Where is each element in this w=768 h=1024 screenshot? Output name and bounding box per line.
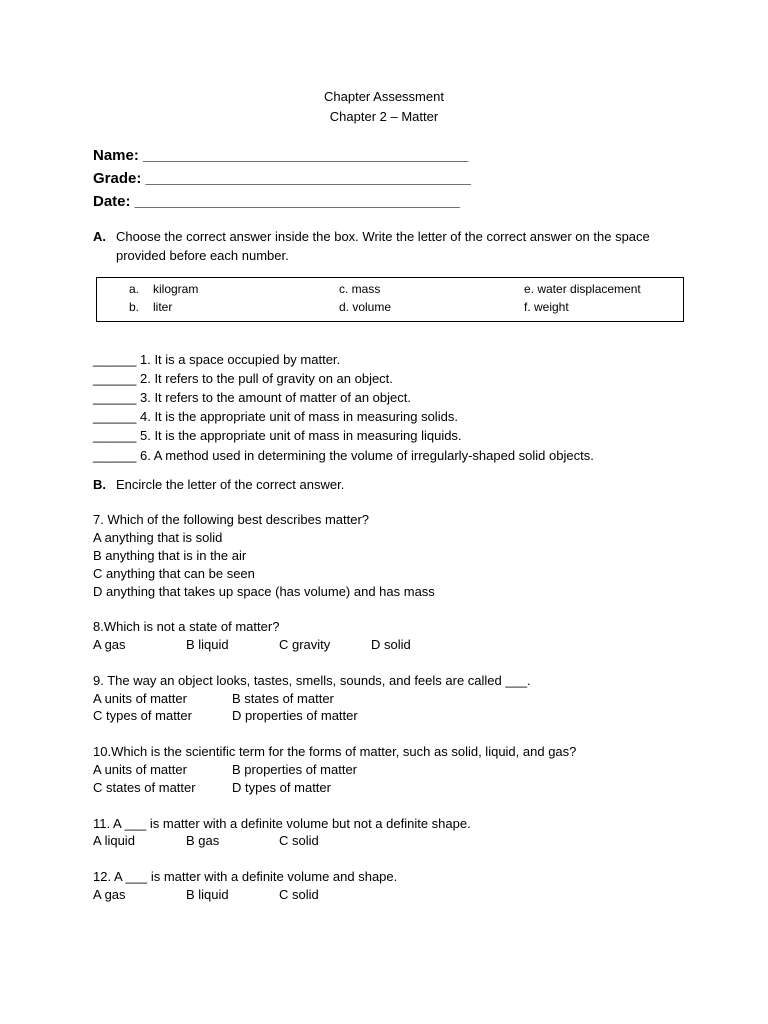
choices-box bbox=[96, 277, 684, 322]
q12-option-b: B liquid bbox=[186, 887, 229, 902]
q7-option-a: A anything that is solid bbox=[93, 530, 223, 545]
grade-field: Grade: _______________________________________ bbox=[93, 170, 471, 187]
q10-option-d: D types of matter bbox=[232, 780, 331, 795]
choice-d: d. volume bbox=[339, 300, 392, 314]
section-a-item-5: ______ 5. It is the appropriate unit of mass in measuring liquids. bbox=[93, 428, 462, 443]
question-9: 9. The way an object looks, tastes, smells, sounds, and feels are called ___. bbox=[93, 673, 531, 688]
section-a-letter: A. bbox=[93, 229, 106, 244]
choice-b-letter: b. bbox=[129, 300, 140, 314]
q9-option-c: C types of matter bbox=[93, 708, 192, 723]
page-title: Chapter Assessment bbox=[324, 89, 444, 104]
section-a-item-6: ______ 6. A method used in determining the volume of irregularly-shaped solid objects. bbox=[93, 448, 594, 463]
q10-option-c: C states of matter bbox=[93, 780, 196, 795]
q8-option-d: D solid bbox=[371, 637, 411, 652]
q8-option-c: C gravity bbox=[279, 637, 331, 652]
date-field: Date: _______________________________________ bbox=[93, 193, 461, 210]
q11-option-b: B gas bbox=[186, 833, 220, 848]
question-10: 10.Which is the scientific term for the forms of matter, such as solid, liquid, and gas? bbox=[93, 744, 577, 759]
section-a-item-1: ______ 1. It is a space occupied by matter. bbox=[93, 352, 341, 367]
q11-option-a: A liquid bbox=[93, 833, 135, 848]
q7-option-b: B anything that is in the air bbox=[93, 548, 247, 563]
q7-option-c: C anything that can be seen bbox=[93, 566, 255, 581]
section-a-instruction bbox=[93, 227, 683, 265]
question-8: 8.Which is not a state of matter? bbox=[93, 619, 280, 634]
choice-c: c. mass bbox=[339, 282, 381, 296]
q8-option-b: B liquid bbox=[186, 637, 229, 652]
q9-option-a: A units of matter bbox=[93, 691, 187, 706]
section-a-item-2: ______ 2. It refers to the pull of gravity on an object. bbox=[93, 371, 393, 386]
section-b-text: Encircle the letter of the correct answer. bbox=[116, 477, 345, 492]
section-a-item-4: ______ 4. It is the appropriate unit of mass in measuring solids. bbox=[93, 409, 458, 424]
q9-option-b: B states of matter bbox=[232, 691, 334, 706]
q10-option-b: B properties of matter bbox=[232, 762, 357, 777]
section-b-instruction bbox=[93, 475, 683, 494]
q10-option-a: A units of matter bbox=[93, 762, 187, 777]
choice-e: e. water displacement bbox=[524, 282, 641, 296]
choice-b-text: liter bbox=[153, 300, 173, 314]
section-a-item-3: ______ 3. It refers to the amount of matter of an object. bbox=[93, 390, 411, 405]
q8-option-a: A gas bbox=[93, 637, 126, 652]
section-a-text: Choose the correct answer inside the box. Write the letter of the correct answer on the space provided before each number. bbox=[116, 229, 650, 263]
section-b-letter: B. bbox=[93, 477, 106, 492]
question-12: 12. A ___ is matter with a definite volume and shape. bbox=[93, 869, 398, 884]
choice-a-text: kilogram bbox=[153, 282, 199, 296]
q12-option-c: C solid bbox=[279, 887, 319, 902]
q12-option-a: A gas bbox=[93, 887, 126, 902]
page-subtitle: Chapter 2 – Matter bbox=[329, 109, 439, 124]
q9-option-d: D properties of matter bbox=[232, 708, 358, 723]
q7-option-d: D anything that takes up space (has volume) and has mass bbox=[93, 584, 435, 599]
name-field: Name: _______________________________________ bbox=[93, 147, 469, 164]
question-11: 11. A ___ is matter with a definite volume but not a definite shape. bbox=[93, 816, 471, 831]
choice-a-letter: a. bbox=[129, 282, 140, 296]
q11-option-c: C solid bbox=[279, 833, 319, 848]
choice-f: f. weight bbox=[524, 300, 569, 314]
question-7: 7. Which of the following best describes matter? bbox=[93, 512, 370, 527]
